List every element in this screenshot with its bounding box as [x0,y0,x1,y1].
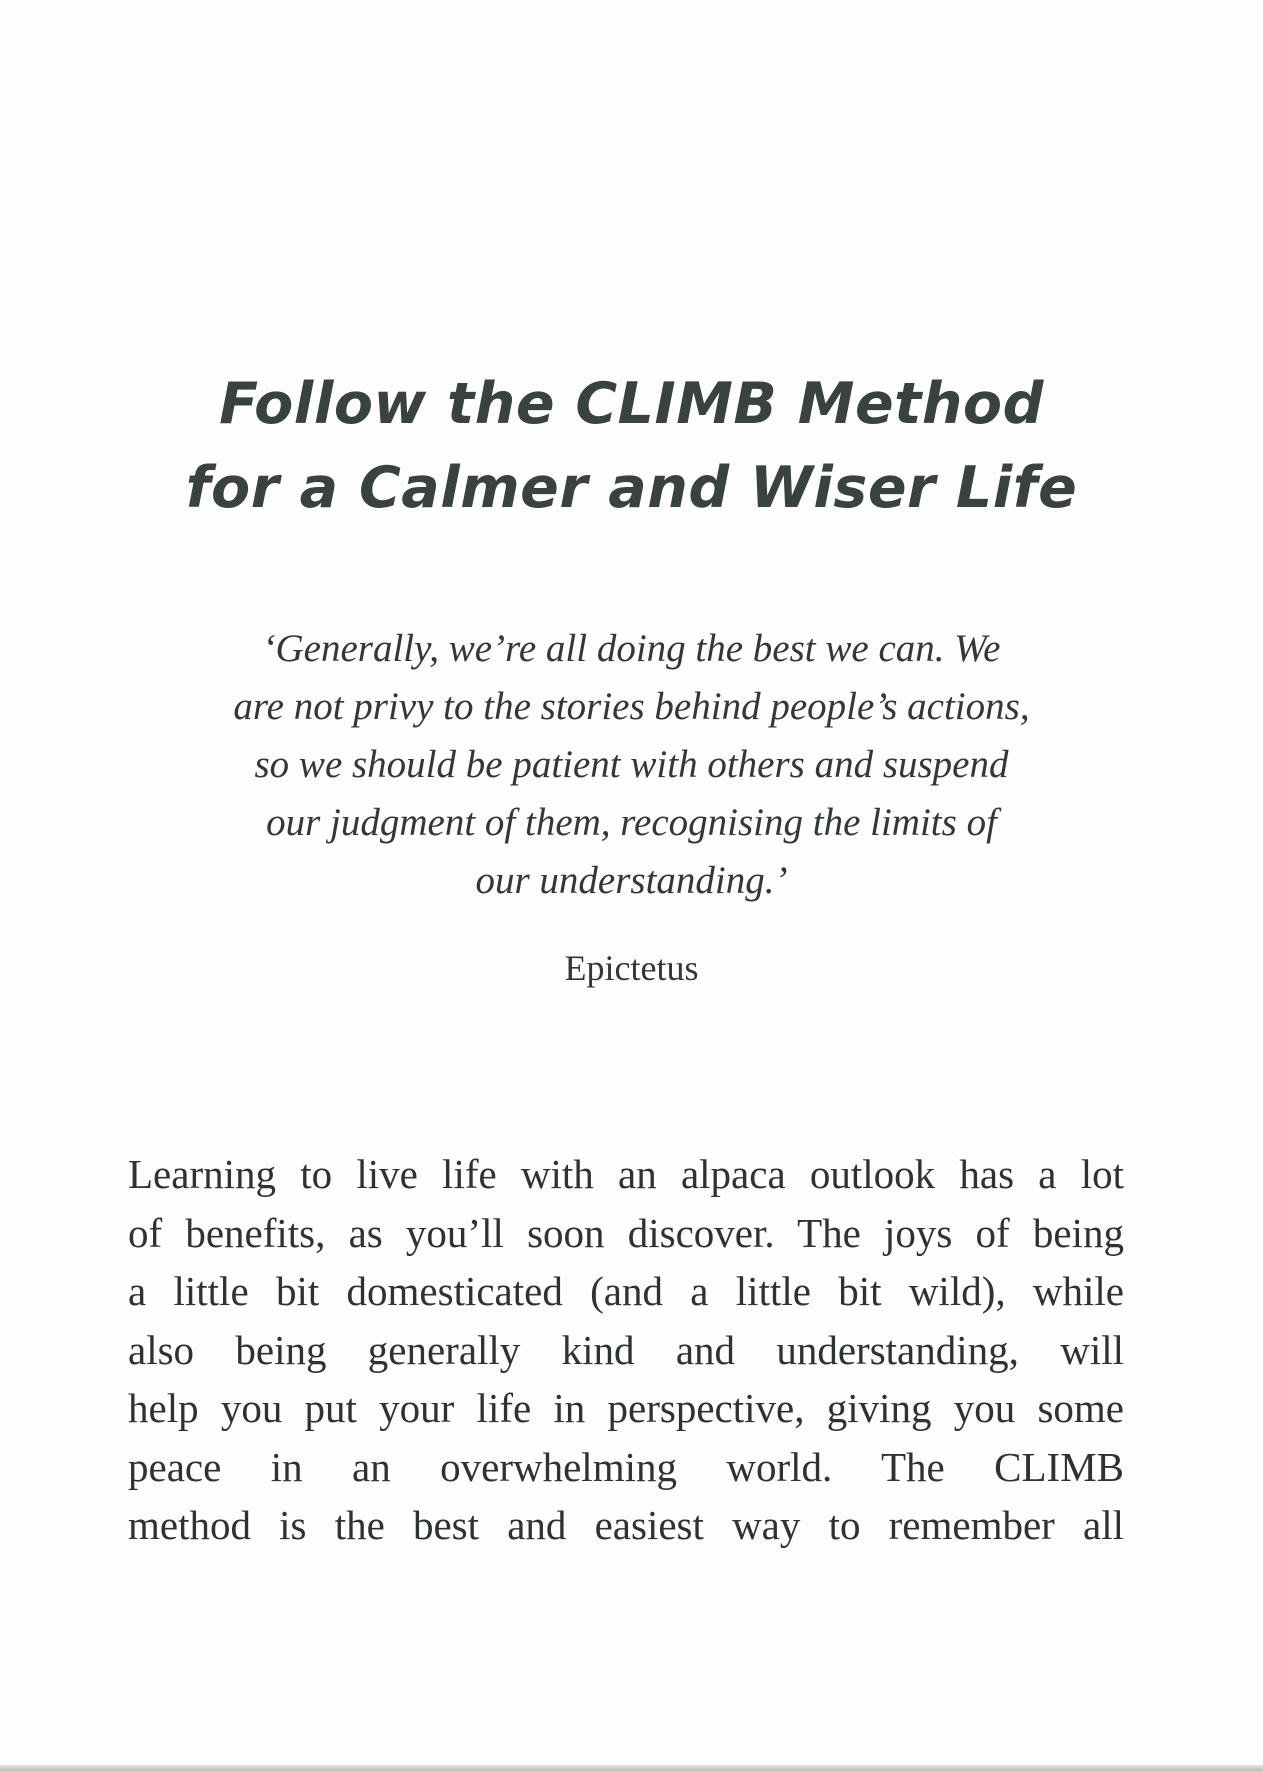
body-line-7: method is the best and easiest way to remember all [128,1502,1124,1548]
epigraph-line-3: so we should be patient with others and suspend [254,743,1009,786]
body-line-2: of benefits, as you’ll soon discover. The joys of being [128,1209,1124,1256]
epigraph-quote [180,620,1083,910]
chapter-title-line-1: Follow the CLIMB Method [219,371,1044,437]
epigraph-line-2: are not privy to the stories behind people’s actions, [233,685,1030,728]
epigraph-line-1: ‘Generally, we’re all doing the best we can. We [262,627,1001,670]
epigraph-line-5: our understanding.’ [475,859,788,902]
body-paragraph [128,1145,1124,1555]
body-line-5: help you put your life in perspective, giving you some [128,1385,1124,1431]
body-line-4: also being generally kind and understanding, will [128,1326,1124,1373]
body-line-1: Learning to live life with an alpaca outlook has a lot [128,1151,1124,1197]
body-line-6: peace in an overwhelming world. The CLIMB [128,1443,1124,1490]
page-bottom-edge [0,1765,1263,1771]
epigraph-attribution: Epictetus [564,948,699,988]
chapter-title [80,362,1183,530]
epigraph-line-4: our judgment of them, recognising the limits of [266,801,997,844]
chapter-title-line-2: for a Calmer and Wiser Life [185,455,1078,521]
body-line-3: a little bit domesticated (and a little bit wild), while [128,1268,1124,1314]
